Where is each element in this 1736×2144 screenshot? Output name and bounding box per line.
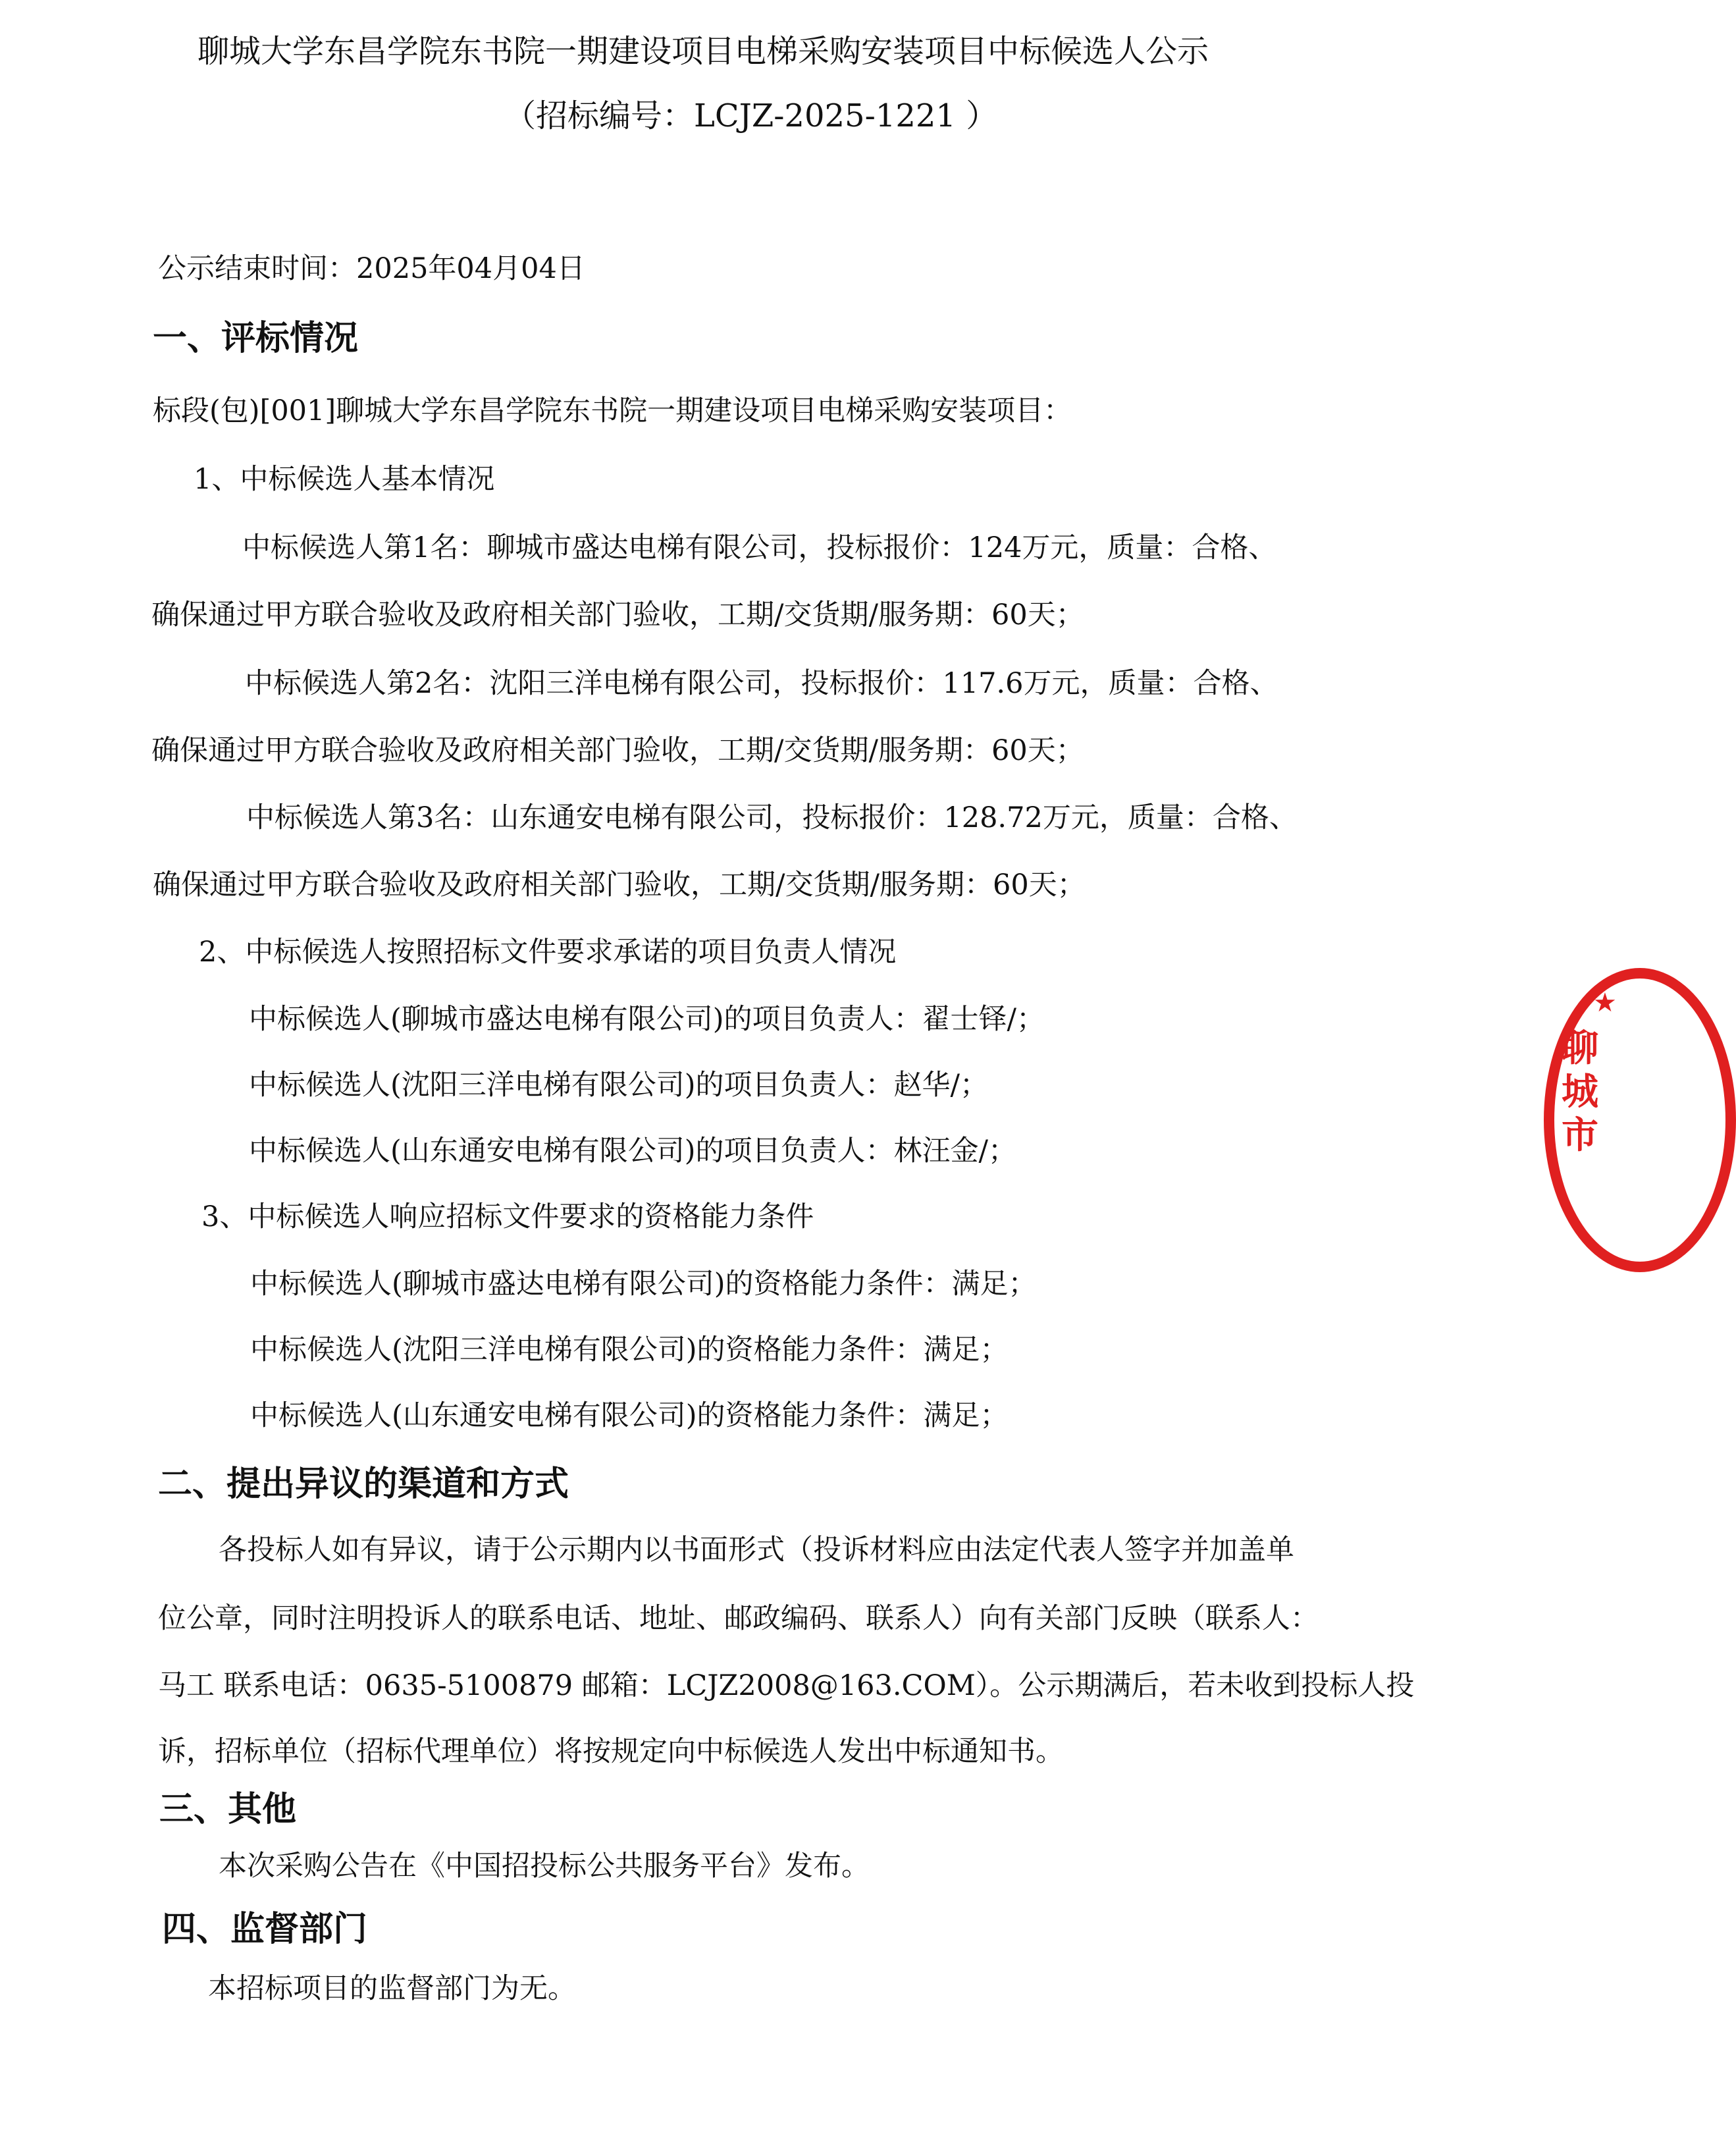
objections-line-4: 诉，招标单位（招标代理单位）将按规定向中标候选人发出中标通知书。 [158, 1735, 1064, 1768]
section-heading-objections: 二、提出异议的渠道和方式 [158, 1464, 569, 1504]
section-heading-evaluation: 一、评标情况 [153, 319, 359, 358]
bid-number: （招标编号：LCJZ-2025-1221 ） [504, 97, 998, 134]
qualification-2: 中标候选人(沈阳三洋电梯有限公司)的资格能力条件：满足； [250, 1333, 1009, 1366]
candidate-1-line-1: 中标候选人第1名：聊城市盛达电梯有限公司，投标报价：124万元，质量：合格、 [242, 531, 1277, 564]
qualification-1: 中标候选人(聊城市盛达电梯有限公司)的资格能力条件：满足； [250, 1268, 1037, 1300]
candidate-1-line-2: 确保通过甲方联合验收及政府相关部门验收，工期/交货期/服务期：60天； [151, 599, 1084, 631]
candidate-2-line-1: 中标候选人第2名：沈阳三洋电梯有限公司，投标报价：117.6万元，质量：合格、 [245, 667, 1278, 700]
project-leader-2: 中标候选人(沈阳三洋电梯有限公司)的项目负责人：赵华/； [249, 1069, 989, 1102]
project-leader-3: 中标候选人(山东通安电梯有限公司)的项目负责人：林汪金/； [249, 1135, 1017, 1167]
notice-end-time: 公示结束时间：2025年04月04日 [158, 252, 585, 285]
subsection-heading-candidates: 1、中标候选人基本情况 [194, 463, 495, 496]
subsection-heading-qualifications: 3、中标候选人响应招标文件要求的资格能力条件 [201, 1200, 814, 1233]
supervision-text: 本招标项目的监督部门为无。 [208, 1972, 576, 2005]
document-title: 聊城大学东昌学院东书院一期建设项目电梯采购安装项目中标候选人公示 [197, 33, 1209, 70]
candidate-2-line-2: 确保通过甲方联合验收及政府相关部门验收，工期/交货期/服务期：60天； [151, 734, 1084, 767]
project-leader-1: 中标候选人(聊城市盛达电梯有限公司)的项目负责人：翟士铎/； [249, 1003, 1045, 1036]
section-heading-other: 三、其他 [159, 1790, 297, 1829]
qualification-3: 中标候选人(山东通安电梯有限公司)的资格能力条件：满足； [250, 1399, 1009, 1432]
candidate-3-line-2: 确保通过甲方联合验收及政府相关部门验收，工期/交货期/服务期：60天； [153, 869, 1086, 901]
lot-description: 标段(包)[001]聊城大学东昌学院东书院一期建设项目电梯采购安装项目： [153, 394, 1072, 427]
objections-line-2: 位公章，同时注明投诉人的联系电话、地址、邮政编码、联系人）向有关部门反映（联系人： [158, 1602, 1319, 1635]
subsection-heading-project-leaders: 2、中标候选人按照招标文件要求承诺的项目负责人情况 [199, 936, 897, 969]
section-heading-supervision: 四、监督部门 [162, 1910, 368, 1949]
candidate-3-line-1: 中标候选人第3名：山东通安电梯有限公司，投标报价：128.72万元，质量：合格、 [246, 801, 1298, 834]
seal-star-icon: ★ [1593, 988, 1617, 1018]
objections-line-3: 马工 联系电话：0635-5100879 邮箱：LCJZ2008@163.COM）。公示期满后，若未收到投标人投 [158, 1669, 1415, 1702]
other-text: 本次采购公告在《中国招投标公共服务平台》发布。 [219, 1850, 870, 1883]
official-seal-text: 聊城市 [1562, 1027, 1598, 1157]
objections-line-1: 各投标人如有异议，请于公示期内以书面形式（投诉材料应由法定代表人签字并加盖单 [219, 1534, 1294, 1567]
